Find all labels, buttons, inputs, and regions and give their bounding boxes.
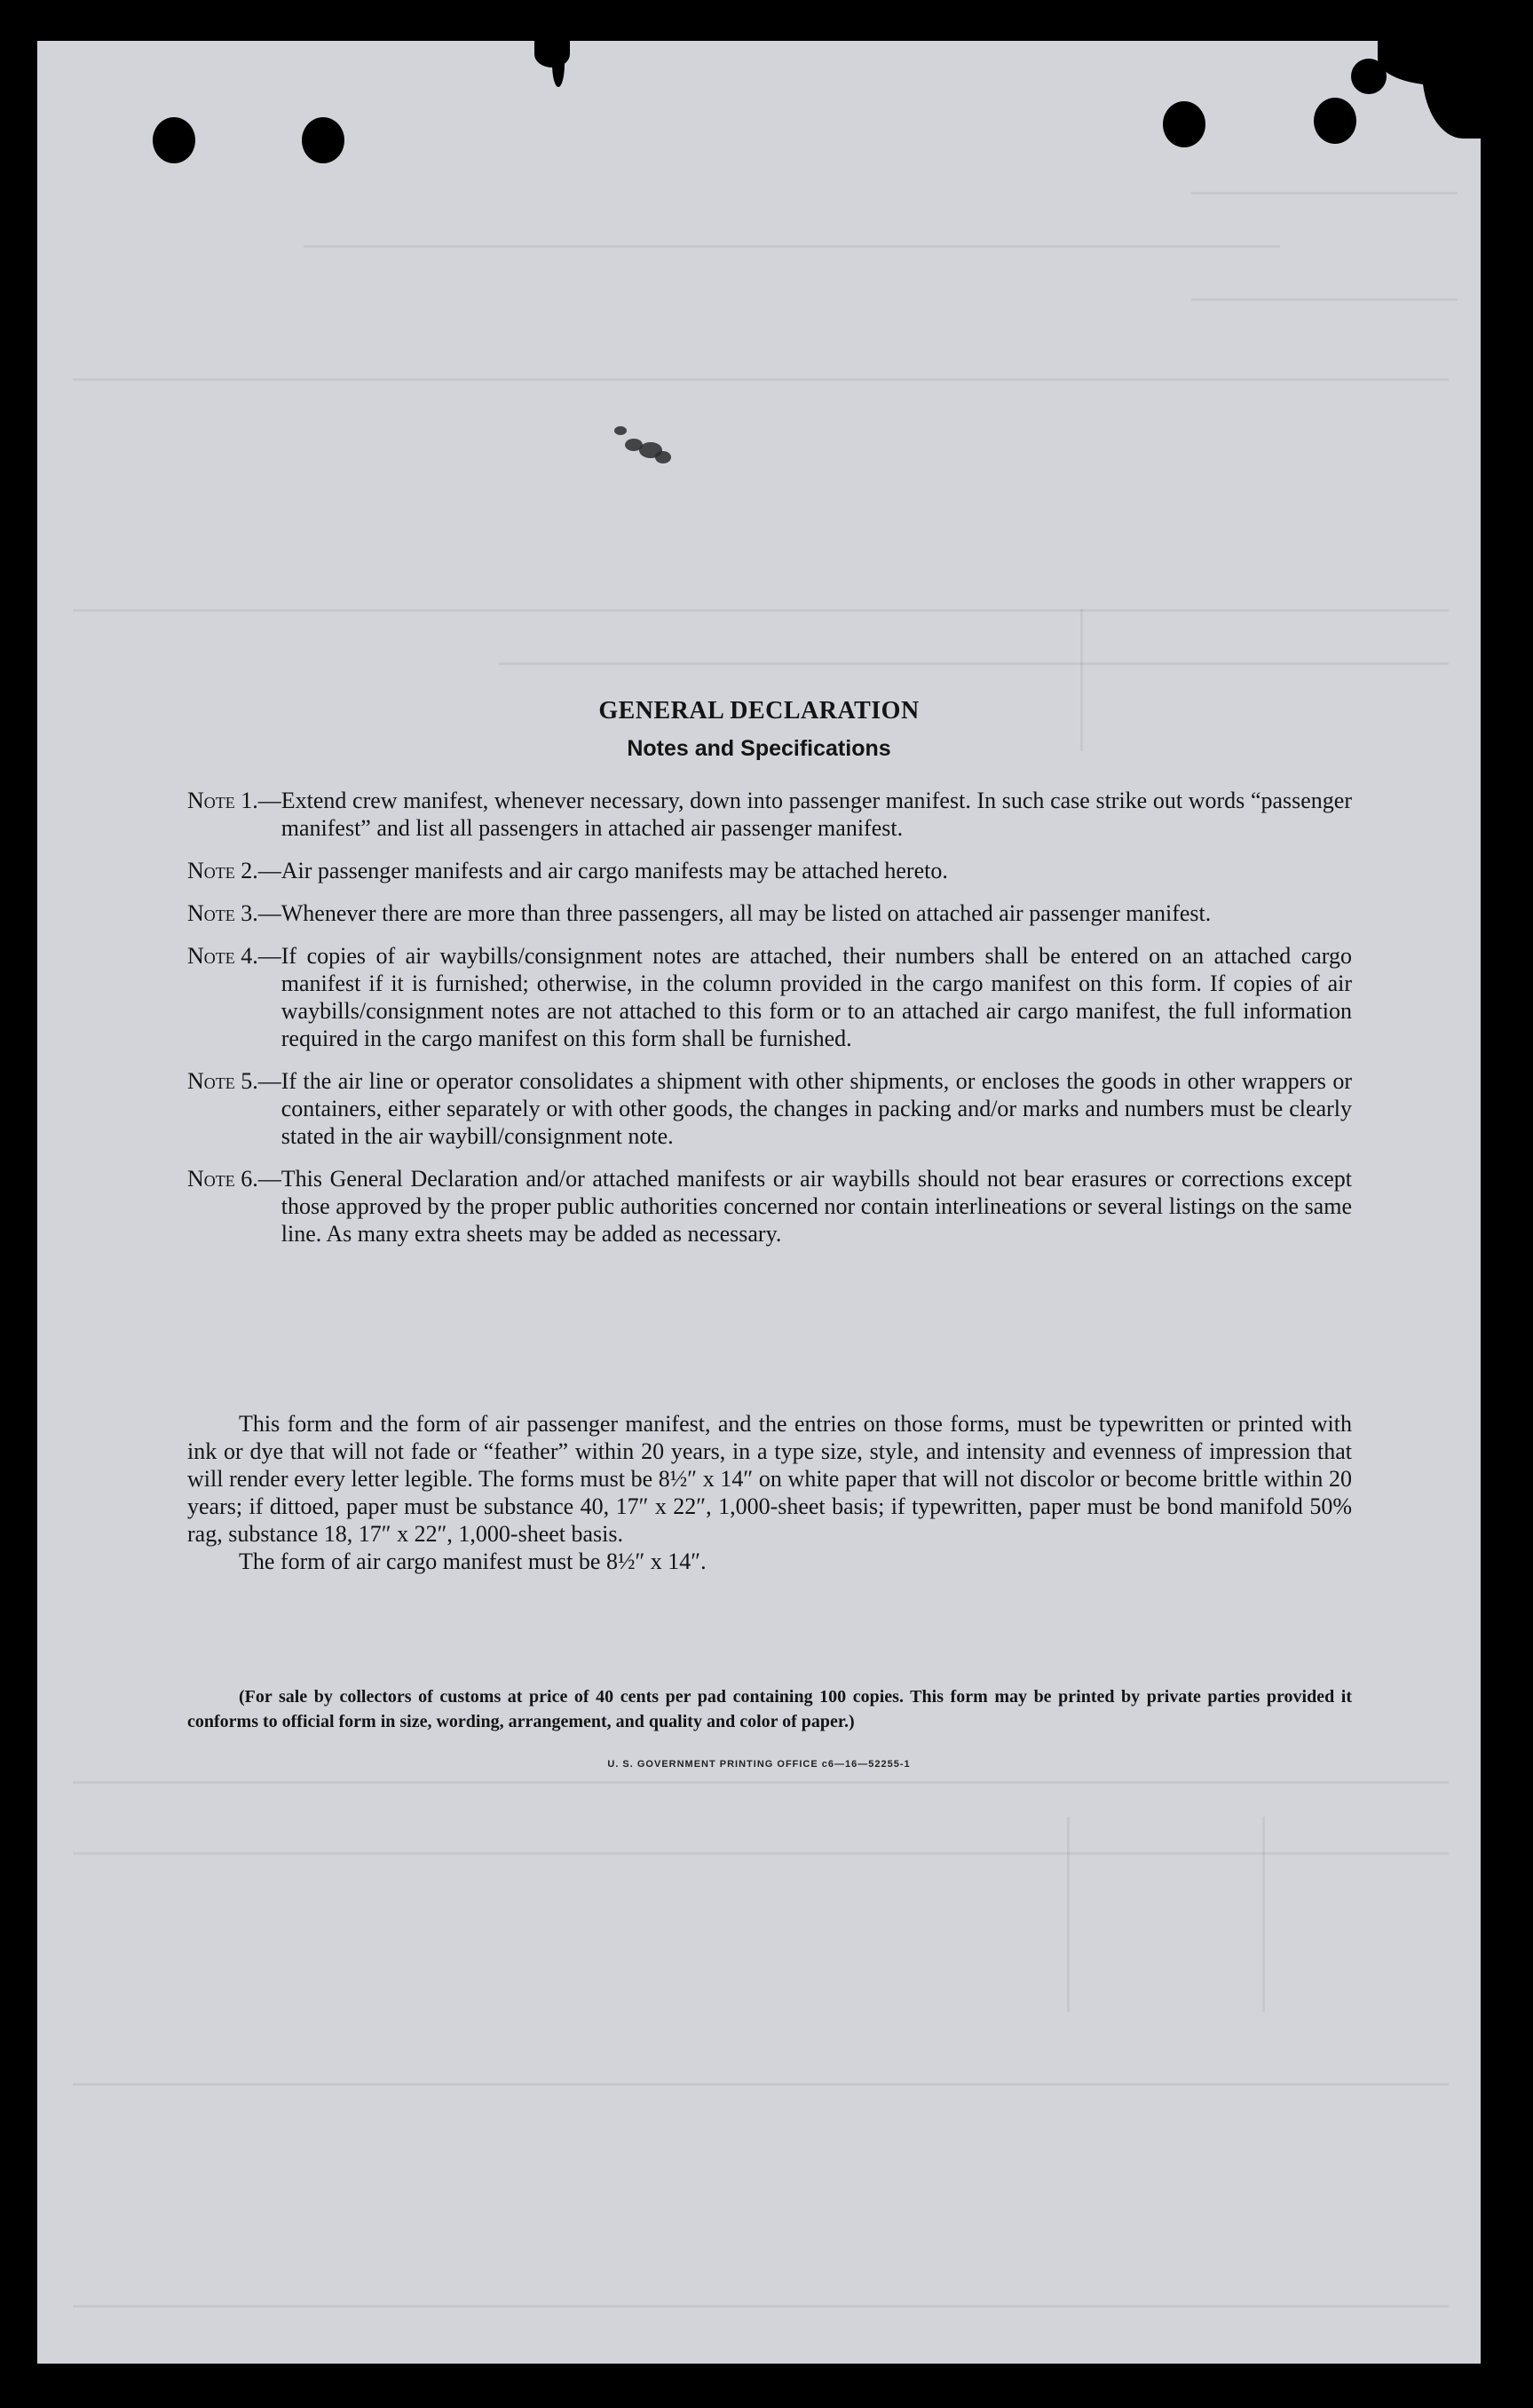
bleed-line [1191,298,1458,301]
ink-smudge [655,451,671,463]
note-text: If the air line or operator consolidates a shipment with other shipments, or encloses the goods in other wrappers or containers, either separately or with other goods, the changes in packing and/or marks and numbers must be clearly stated in the air waybill/consignment note. [281,1068,1352,1149]
note-label: Note 1. [187,788,258,813]
note-text: Extend crew manifest, whenever necessary, down into passenger manifest. In such case strike out words “passenger manifest” and list all passengers in attached air passenger manifest. [281,788,1352,841]
note-label: Note 3. [187,900,258,926]
document-page [37,41,1481,2364]
note-item: Note 5. — If the air line or operator consolidates a shipment with other shipments, or encloses the goods in other wrappers or containers, either separately or with other goods, the changes in packing and/or marks and numbers must be clearly stated in the air waybill/consignment note. [187,1068,1352,1149]
bleed-line [304,245,1280,248]
form-specification [187,1410,1352,1575]
bleed-line [1262,1817,1265,2012]
note-item: Note 6. — This General Declaration and/or attached manifests or air waybills should not bear erasures or corrections except those approved by the proper public authorities concerned nor contain interlineations or several listings on the same line. As many extra sheets may be added as necessary. [187,1166,1352,1247]
bleed-line [73,1852,1449,1855]
bleed-line [73,2305,1449,2308]
declaration-subtitle: Notes and Specifications [627,736,891,761]
note-label: Note 4. [187,943,258,969]
notes-list [187,787,1352,1263]
punch-hole [1314,98,1356,144]
note-item: Note 4. — If copies of air waybills/consignment notes are attached, their numbers shall be entered on an attached cargo manifest if it is furnished; otherwise, in the column provided in the cargo manifest on this form. If copies of air waybills/consignment notes are not attached to this form or to an attached air cargo manifest, the full information required in the cargo manifest on this form shall be furnished. [187,943,1352,1051]
bleed-line [73,1781,1449,1784]
note-item: Note 2. — Air passenger manifests and air cargo manifests may be attached hereto. [187,857,1352,884]
note-text: Whenever there are more than three passengers, all may be listed on attached air passenger manifest. [281,900,1212,926]
bleed-line [1067,1817,1070,2012]
bleed-line [73,609,1449,612]
note-label: Note 5. [187,1068,258,1094]
torn-edge [552,41,565,87]
torn-edge [1351,59,1387,94]
bleed-line [73,2083,1449,2086]
torn-edge [1422,41,1481,139]
note-text: If copies of air waybills/consignment notes are attached, their numbers shall be entered on an attached cargo manifest if it is furnished; otherwise, in the column provided in the cargo manifest on this form. If copies of air waybills/consignment notes are not attached to this form or to an attached air cargo manifest, the full information required in the cargo manifest on this form shall be furnished. [281,943,1352,1051]
cargo-manifest-size: The form of air cargo manifest must be 8½″ x 14″. [239,1549,707,1574]
sale-notice-text: (For sale by collectors of customs at price of 40 cents per pad containing 100 copies. This form may be printed by private parties provided it conforms to official form in size, wording, arrangement, and quality and color of paper.) [187,1687,1352,1731]
ink-smudge [614,426,627,435]
declaration-title: GENERAL DECLARATION [598,697,920,725]
note-label: Note 2. [187,858,258,883]
punch-hole [1163,101,1205,147]
bleed-line [1080,609,1083,751]
bleed-line [73,378,1449,381]
sale-notice [187,1684,1352,1734]
note-item: Note 1. — Extend crew manifest, whenever necessary, down into passenger manifest. In such case strike out words “passenger manifest” and list all passengers in attached air passenger manifest. [187,788,1352,841]
bleed-line [499,662,1449,665]
form-spec-paragraph: This form and the form of air passenger manifest, and the entries on those forms, must be typewritten or printed with ink or dye that will not fade or “feather” within 20 years, in a type size, style, and intensity and evenness of impression that will render every letter legible. The forms must be 8½″ x 14″ on white paper that will not discolor or become brittle within 20 years; if dittoed, paper must be substance 40, 17″ x 22″, 1,000-sheet basis; if typewritten, paper must be bond manifold 50% rag, substance 18, 17″ x 22″, 1,000-sheet basis. [187,1411,1352,1547]
note-text: This General Declaration and/or attached manifests or air waybills should not bear erasures or corrections except those approved by the proper public authorities concerned nor contain interlineations or several listings on the same line. As many extra sheets may be added as necessary. [281,1166,1352,1247]
note-item: Note 3. — Whenever there are more than three passengers, all may be listed on attached air passenger manifest. [187,899,1352,927]
punch-hole [153,117,195,163]
note-text: Air passenger manifests and air cargo manifests may be attached hereto. [281,858,948,883]
note-label: Note 6. [187,1166,258,1192]
bleed-line [1191,192,1458,194]
printer-imprint: U. S. GOVERNMENT PRINTING OFFICE c6—16—52255-1 [607,1759,911,1770]
punch-hole [302,117,344,163]
